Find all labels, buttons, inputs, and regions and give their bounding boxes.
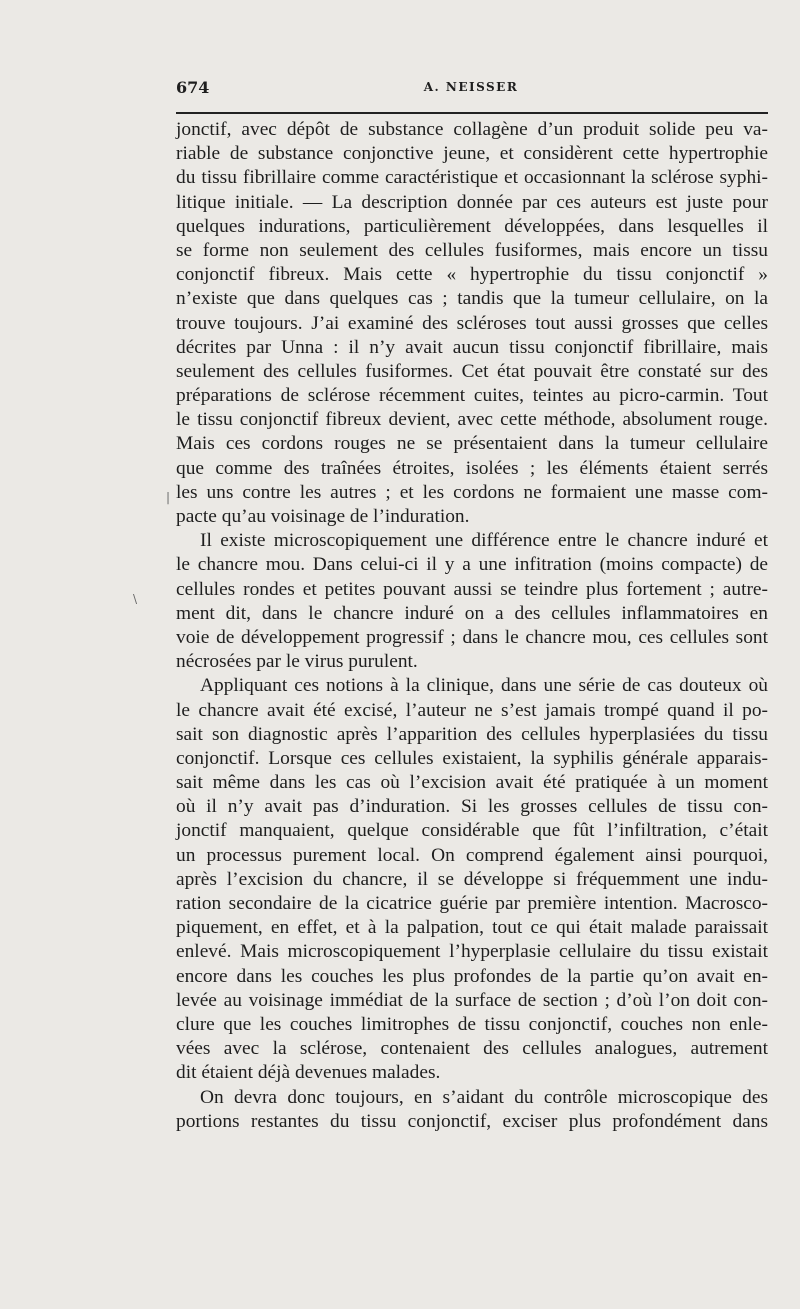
paragraph-start-line: Il existe microscopiquement une différence entre le chancre induré et — [200, 530, 768, 552]
header-rule — [176, 112, 768, 114]
text-line: préparations de sclérose récemment cuites, teintes au picro-carmin. Tout — [176, 385, 768, 407]
text-line: portions restantes du tissu conjonctif, exciser plus profondément dans — [176, 1110, 768, 1132]
text-line: le tissu conjonctif fibreux devient, avec cette méthode, absolument rouge. — [176, 409, 768, 431]
text-line: se forme non seulement des cellules fusiformes, mais encore un tissu — [176, 239, 768, 261]
text-line: du tissu fibrillaire comme caractéristique et occasionnant la sclérose syphi- — [176, 167, 768, 189]
text-line: piquement, en effet, et à la palpation, tout ce qui était malade paraissait — [176, 917, 768, 939]
text-line: après l’excision du chancre, il se développe si fréquemment une indu- — [176, 868, 768, 890]
text-line: le chancre mou. Dans celui-ci il y a une infitration (moins compacte) de — [176, 554, 768, 576]
text-line: clure que les couches limitrophes de tissu conjonctif, couches non enle- — [176, 1013, 768, 1035]
text-line: un processus purement local. On comprend également ainsi pourquoi, — [176, 844, 768, 866]
running-head — [176, 78, 766, 100]
text-line: sait même dans les cas où l’excision avait été pratiquée à un moment — [176, 772, 768, 794]
text-line: vées avec la sclérose, contenaient des cellules analogues, autrement — [176, 1038, 768, 1060]
text-line: conjonctif. Lorsque ces cellules existaient, la syphilis générale apparais- — [176, 747, 768, 769]
text-line: ration secondaire de la cicatrice guérie par première intention. Macrosco- — [176, 893, 768, 914]
text-line: n’existe que dans quelques cas ; tandis que la tumeur cellulaire, on la — [176, 288, 768, 310]
body-text — [176, 118, 768, 1134]
paragraph-start-line: Appliquant ces notions à la clinique, dans une série de cas douteux où — [200, 675, 768, 697]
text-line: décrites par Unna : il n’y avait aucun tissu conjonctif fibrillaire, mais — [176, 336, 768, 358]
text-line: que comme des traînées étroites, isolées ; les éléments étaient serrés — [176, 457, 768, 479]
paragraph-start-line: On devra donc toujours, en s’aidant du contrôle microscopique des — [200, 1086, 768, 1108]
paragraph-end-line: dit étaient déjà devenues malades. — [176, 1062, 441, 1084]
text-line: enlevé. Mais microscopiquement l’hyperplasie cellulaire du tissu existait — [176, 941, 768, 963]
text-line: quelques indurations, particulièrement développées, dans lesquelles il — [176, 215, 768, 237]
text-line: seulement des cellules fusiformes. Cet état pouvait être constaté sur des — [176, 360, 768, 382]
text-line: Mais ces cordons rouges ne se présentaient dans la tumeur cellulaire — [176, 433, 768, 455]
text-line: jonctif, avec dépôt de substance collagène d’un produit solide peu va- — [176, 119, 768, 140]
text-line: encore dans les couches les plus profondes de la partie qu’on avait en- — [176, 965, 768, 987]
margin-tick-mark: \ — [133, 592, 138, 606]
margin-tick-mark: | — [166, 490, 171, 504]
text-line: ment dit, dans le chancre induré on a des cellules inflammatoires en — [176, 602, 768, 624]
text-line: levée au voisinage immédiat de la surface de section ; d’où l’on doit con- — [176, 989, 768, 1011]
text-line: le chancre avait été excisé, l’auteur ne s’est jamais trompé quand il po- — [176, 699, 768, 721]
text-line: cellules rondes et petites pouvant aussi se teindre plus fortement ; autre- — [176, 578, 768, 600]
text-line: trouve toujours. J’ai examiné des scléroses tout aussi grosses que celles — [176, 312, 768, 334]
text-line: litique initiale. — La description donnée par ces auteurs est juste pour — [176, 191, 768, 213]
text-line: où il n’y avait pas d’induration. Si les grosses cellules de tissu con- — [176, 796, 768, 818]
paragraph-end-line: nécrosées par le virus purulent. — [176, 651, 418, 673]
text-line: les uns contre les autres ; et les cordons ne formaient une masse com- — [176, 481, 768, 503]
paragraph-end-line: pacte qu’au voisinage de l’induration. — [176, 506, 470, 527]
text-line: sait son diagnostic après l’apparition des cellules hyperplasiées du tissu — [176, 723, 768, 745]
running-title: A. NEISSER — [423, 80, 519, 94]
text-line: conjonctif fibreux. Mais cette « hypertrophie du tissu conjonctif » — [176, 264, 768, 286]
text-line: jonctif manquaient, quelque considérable que fût l’infiltration, c’était — [176, 820, 768, 842]
page-number: 674 — [176, 78, 210, 97]
text-line: voie de développement progressif ; dans le chancre mou, ces cellules sont — [176, 626, 768, 648]
text-line: riable de substance conjonctive jeune, et considèrent cette hypertrophie — [176, 143, 768, 165]
